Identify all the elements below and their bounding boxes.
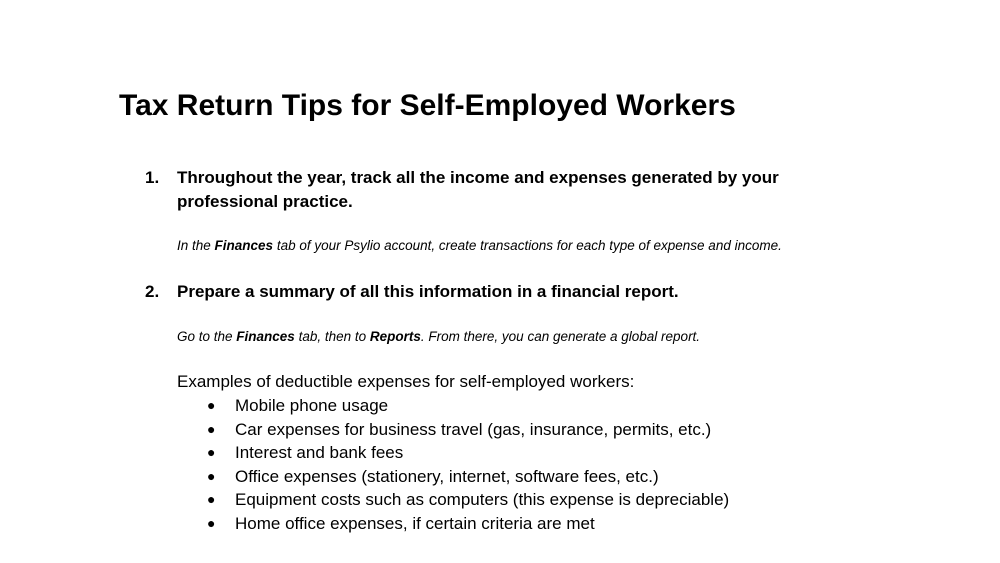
- list-item-text: Equipment costs such as computers (this expense is depreciable): [235, 490, 730, 510]
- bullet-icon: ●: [207, 397, 216, 413]
- examples-intro: Examples of deductible expenses for self-employed workers:: [177, 372, 635, 391]
- list-item-text: Interest and bank fees: [235, 443, 404, 463]
- step-note: [177, 328, 700, 346]
- bullet-icon: ●: [207, 514, 216, 531]
- note-text: Go to the: [177, 329, 237, 344]
- step-text: Prepare a summary of all this information in a financial report.: [177, 282, 679, 301]
- step-note: [177, 237, 782, 255]
- bullet-icon: ●: [207, 467, 216, 484]
- note-emphasis: Finances: [236, 329, 295, 344]
- note-emphasis: Finances: [214, 238, 274, 253]
- step-number: 1.: [145, 168, 160, 187]
- list-item-text: Mobile phone usage: [235, 396, 389, 415]
- list-item-text: Office expenses (stationery, internet, software fees, etc.): [235, 466, 659, 486]
- note-text: tab of your Psylio account, create transactions for each type of expense and income.: [273, 238, 782, 253]
- bullet-icon: ●: [207, 491, 216, 508]
- list-item-text: Car expenses for business travel (gas, insurance, permits, etc.): [235, 419, 712, 439]
- note-text: . From there, you can generate a global report.: [420, 329, 701, 344]
- step-text: Throughout the year, track all the income and expenses generated by your professional practice.: [177, 168, 779, 211]
- bullet-icon: ●: [207, 444, 216, 461]
- step-number: 2.: [145, 282, 160, 301]
- bullet-icon: ●: [207, 420, 216, 437]
- note-text: In the: [177, 238, 215, 253]
- page-title: Tax Return Tips for Self-Employed Workers: [119, 89, 736, 122]
- list-item-text: Home office expenses, if certain criteria are met: [235, 513, 595, 533]
- note-text: tab, then to: [294, 329, 370, 344]
- note-emphasis: Reports: [369, 329, 421, 344]
